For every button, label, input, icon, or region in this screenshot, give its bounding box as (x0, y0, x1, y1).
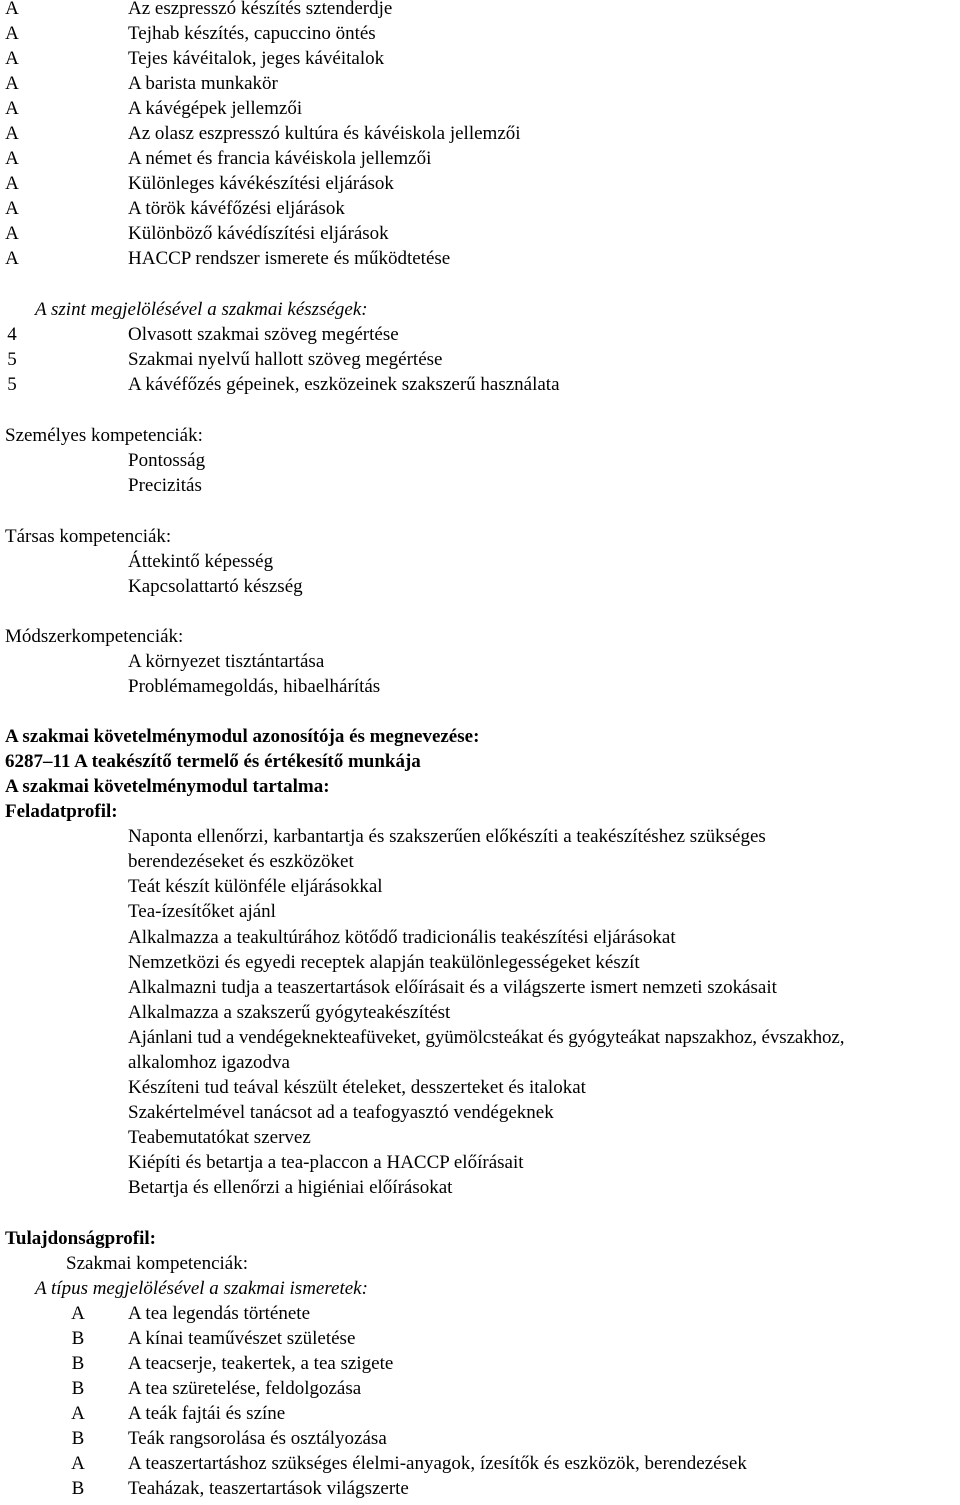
type-code: A (5, 173, 19, 194)
item-text: Precizitás (128, 475, 202, 496)
method-heading: Módszerkompetenciák: (5, 626, 184, 647)
item-text: Kapcsolattartó készség (128, 576, 303, 597)
type-code: B (71, 1478, 85, 1499)
item-text: A környezet tisztántartása (128, 651, 325, 672)
type-code: B (71, 1328, 85, 1349)
level-code: 4 (7, 324, 17, 345)
type-code: A (71, 1303, 85, 1324)
item-text: A teák fajtái és színe (128, 1403, 286, 1424)
type-code: A (5, 98, 19, 119)
item-text: A kínai teaművészet születése (128, 1328, 356, 1349)
module-content-heading: A szakmai követelménymodul tartalma: (5, 776, 330, 797)
item-text: Szakértelmével tanácsot ad a teafogyasztó vendégeknek (128, 1102, 554, 1123)
item-text: Tea-ízesítőket ajánl (128, 901, 276, 922)
prof-comp-heading: Szakmai kompetenciák: (66, 1253, 249, 1274)
item-text: Az olasz eszpresszó kultúra és kávéiskola jellemzői (128, 123, 521, 144)
item-text: A török kávéfőzési eljárások (128, 198, 345, 219)
item-text: A német és francia kávéiskola jellemzői (128, 148, 432, 169)
item-text: A tea szüretelése, feldolgozása (128, 1378, 362, 1399)
item-text: Alkalmazza a teakultúrához kötődő tradicionális teakészítési eljárásokat (128, 927, 676, 948)
item-text: Tejhab készítés, capuccino öntés (128, 23, 376, 44)
type-code: A (5, 23, 19, 44)
item-text: A kávéfőzés gépeinek, eszközeinek szakszerű használata (128, 374, 560, 395)
knowledge-heading: A típus megjelölésével a szakmai ismeretek: (35, 1278, 368, 1299)
skills-heading: A szint megjelölésével a szakmai készségek: (35, 299, 368, 320)
item-text: Naponta ellenőrzi, karbantartja és szakszerűen előkészíti a teakészítéshez szükséges (128, 826, 766, 847)
item-text: Olvasott szakmai szöveg megértése (128, 324, 399, 345)
item-text: Az eszpresszó készítés sztenderdje (128, 0, 393, 19)
item-text: Különleges kávékészítési eljárások (128, 173, 394, 194)
type-code: A (5, 148, 19, 169)
item-text: Teát készít különféle eljárásokkal (128, 876, 383, 897)
item-text: A kávégépek jellemzői (128, 98, 303, 119)
item-text: Alkalmazni tudja a teaszertartások előírásait és a világszerte ismert nemzeti szokásait (128, 977, 777, 998)
module-id-heading: A szakmai követelménymodul azonosítója és megnevezése: (5, 726, 480, 747)
item-text: berendezéseket és eszközöket (128, 851, 354, 872)
task-profile-heading: Feladatprofil: (5, 801, 118, 822)
type-code: A (5, 223, 19, 244)
type-code: A (5, 198, 19, 219)
module-id-value: 6287–11 A teakészítő termelő és értékesítő munkája (5, 751, 421, 772)
type-code: B (71, 1353, 85, 1374)
item-text: alkalomhoz igazodva (128, 1052, 290, 1073)
item-text: HACCP rendszer ismerete és működtetése (128, 248, 451, 269)
type-code: A (71, 1453, 85, 1474)
item-text: Tejes kávéitalok, jeges kávéitalok (128, 48, 385, 69)
personal-heading: Személyes kompetenciák: (5, 425, 203, 446)
item-text: A barista munkakör (128, 73, 278, 94)
item-text: A tea legendás története (128, 1303, 311, 1324)
type-code: A (5, 48, 19, 69)
item-text: A teaszertartáshoz szükséges élelmi-anyagok, ízesítők és eszközök, berendezések (128, 1453, 747, 1474)
item-text: Ajánlani tud a vendégeknekteafüveket, gyümölcsteákat és gyógyteákat napszakhoz, évszakhoz, (128, 1027, 845, 1048)
type-code: A (5, 123, 19, 144)
item-text: Kiépíti és betartja a tea-placcon a HACCP előírásait (128, 1152, 524, 1173)
type-code: B (71, 1378, 85, 1399)
level-code: 5 (7, 374, 17, 395)
type-code: A (5, 73, 19, 94)
item-text: A teacserje, teakertek, a tea szigete (128, 1353, 394, 1374)
item-text: Nemzetközi és egyedi receptek alapján teakülönlegességeket készít (128, 952, 640, 973)
item-text: Betartja és ellenőrzi a higiéniai előírásokat (128, 1177, 453, 1198)
item-text: Szakmai nyelvű hallott szöveg megértése (128, 349, 443, 370)
type-code: A (5, 248, 19, 269)
item-text: Problémamegoldás, hibaelhárítás (128, 676, 381, 697)
item-text: Alkalmazza a szakszerű gyógyteakészítést (128, 1002, 451, 1023)
level-code: 5 (7, 349, 17, 370)
social-heading: Társas kompetenciák: (5, 526, 172, 547)
type-code: A (5, 0, 19, 19)
item-text: Készíteni tud teával készült ételeket, desszerteket és italokat (128, 1077, 586, 1098)
item-text: Teák rangsorolása és osztályozása (128, 1428, 387, 1449)
item-text: Teabemutatókat szervez (128, 1127, 311, 1148)
item-text: Teaházak, teaszertartások világszerte (128, 1478, 409, 1499)
item-text: Különböző kávédíszítési eljárások (128, 223, 389, 244)
trait-profile-heading: Tulajdonságprofil: (5, 1228, 156, 1249)
type-code: A (71, 1403, 85, 1424)
type-code: B (71, 1428, 85, 1449)
item-text: Áttekintő képesség (128, 551, 274, 572)
item-text: Pontosság (128, 450, 206, 471)
